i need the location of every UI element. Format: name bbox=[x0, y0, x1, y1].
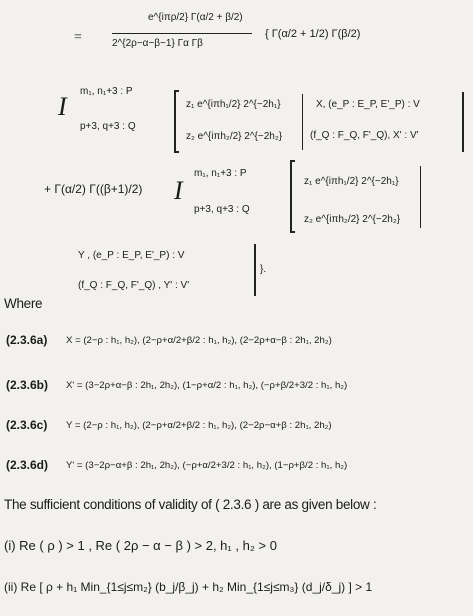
eq-sign: = bbox=[74, 30, 82, 45]
def-body-c: Y = (2−ρ : h₁, h₂), (2−ρ+α/2+β/2 : h₁, h₂), (2−2ρ−α+β : 2h₁, 2h₂) bbox=[66, 420, 332, 431]
fraction-denominator: 2^{2ρ−α−β−1} Γα Γβ bbox=[112, 38, 203, 49]
argument-row-1: z₁ e^{iπh₁/2} 2^{−2h₁} bbox=[186, 99, 281, 110]
fraction-bar bbox=[112, 33, 252, 34]
parameter-row-2: (f_Q : F_Q, F'_Q), X' : V' bbox=[310, 130, 419, 141]
I-symbol: I bbox=[58, 92, 67, 121]
I-subscript-2: p+3, q+3 : Q bbox=[194, 204, 250, 215]
parameter-row-1: X, (e_P : E_P, E'_P) : V bbox=[316, 99, 420, 110]
def-tag-d: (2.3.6d) bbox=[6, 458, 49, 472]
conditions-intro: The sufficient conditions of validity of ( 2.3.6 ) are as given below : bbox=[4, 497, 377, 512]
left-bracket-top bbox=[174, 90, 179, 92]
separator-bar-2 bbox=[420, 166, 421, 228]
brace-gamma-terms: { Γ(α/2 + 1/2) Γ(β/2) bbox=[265, 28, 361, 40]
left-bracket-bottom bbox=[174, 151, 179, 153]
I-symbol-2: I bbox=[174, 176, 183, 205]
second-term-lead: + Γ(α/2) Γ((β+1)/2) bbox=[44, 182, 143, 196]
def-body-d: Y' = (3−2ρ−α+β : 2h₁, 2h₂), (−ρ+α/2+3/2 : h₁, h₂), (1−ρ+β/2 : h₁, h₂) bbox=[66, 460, 348, 471]
closing-bracket bbox=[254, 244, 256, 296]
parameter-row-4: (f_Q : F_Q, F'_Q) , Y' : V' bbox=[78, 280, 190, 291]
def-body-a: X = (2−ρ : h₁, h₂), (2−ρ+α/2+β/2 : h₁, h₂), (2−2ρ+α−β : 2h₁, 2h₂) bbox=[66, 335, 332, 346]
I-superscript-2: m₁, n₁+3 : P bbox=[194, 168, 247, 179]
def-body-b: X' = (3−2ρ+α−β : 2h₁, 2h₂), (1−ρ+α/2 : h₁, h₂), (−ρ+β/2+3/2 : h₁, h₂) bbox=[66, 380, 348, 391]
condition-i: (i) Re ( ρ ) > 1 , Re ( 2ρ − α − β ) > 2, h₁ , h₂ > 0 bbox=[4, 538, 277, 553]
fraction-numerator: e^{iπρ/2} Γ(α/2 + β/2) bbox=[148, 12, 243, 23]
parameter-row-3: Y , (e_P : E_P, E'_P) : V bbox=[78, 250, 185, 261]
argument-row-2: z₂ e^{iπh₂/2} 2^{−2h₂} bbox=[186, 131, 283, 142]
separator-bar bbox=[302, 94, 303, 150]
def-tag-c: (2.3.6c) bbox=[6, 418, 48, 432]
argument-row-3: z₁ e^{iπh₁/2} 2^{−2h₁} bbox=[304, 176, 399, 187]
def-tag-b: (2.3.6b) bbox=[6, 378, 49, 392]
closing-brace: }. bbox=[260, 264, 267, 275]
condition-ii: (ii) Re [ ρ + h₁ Min_{1≤j≤m₂} (b_j/β_j) + h₂ Min_{1≤j≤m₃} (d_j/δ_j) ] > 1 bbox=[4, 580, 373, 594]
def-tag-a: (2.3.6a) bbox=[6, 333, 48, 347]
left-bracket bbox=[174, 90, 176, 152]
left-bracket-2-top bbox=[290, 160, 295, 162]
left-bracket-2-bottom bbox=[290, 231, 295, 233]
I-superscript: m₁, n₁+3 : P bbox=[80, 86, 133, 97]
where-label: Where bbox=[4, 296, 43, 311]
argument-row-4: z₂ e^{iπh₂/2} 2^{−2h₂} bbox=[304, 214, 401, 225]
I-subscript: p+3, q+3 : Q bbox=[80, 121, 136, 132]
right-bracket bbox=[462, 92, 464, 152]
left-bracket-2 bbox=[290, 160, 292, 232]
